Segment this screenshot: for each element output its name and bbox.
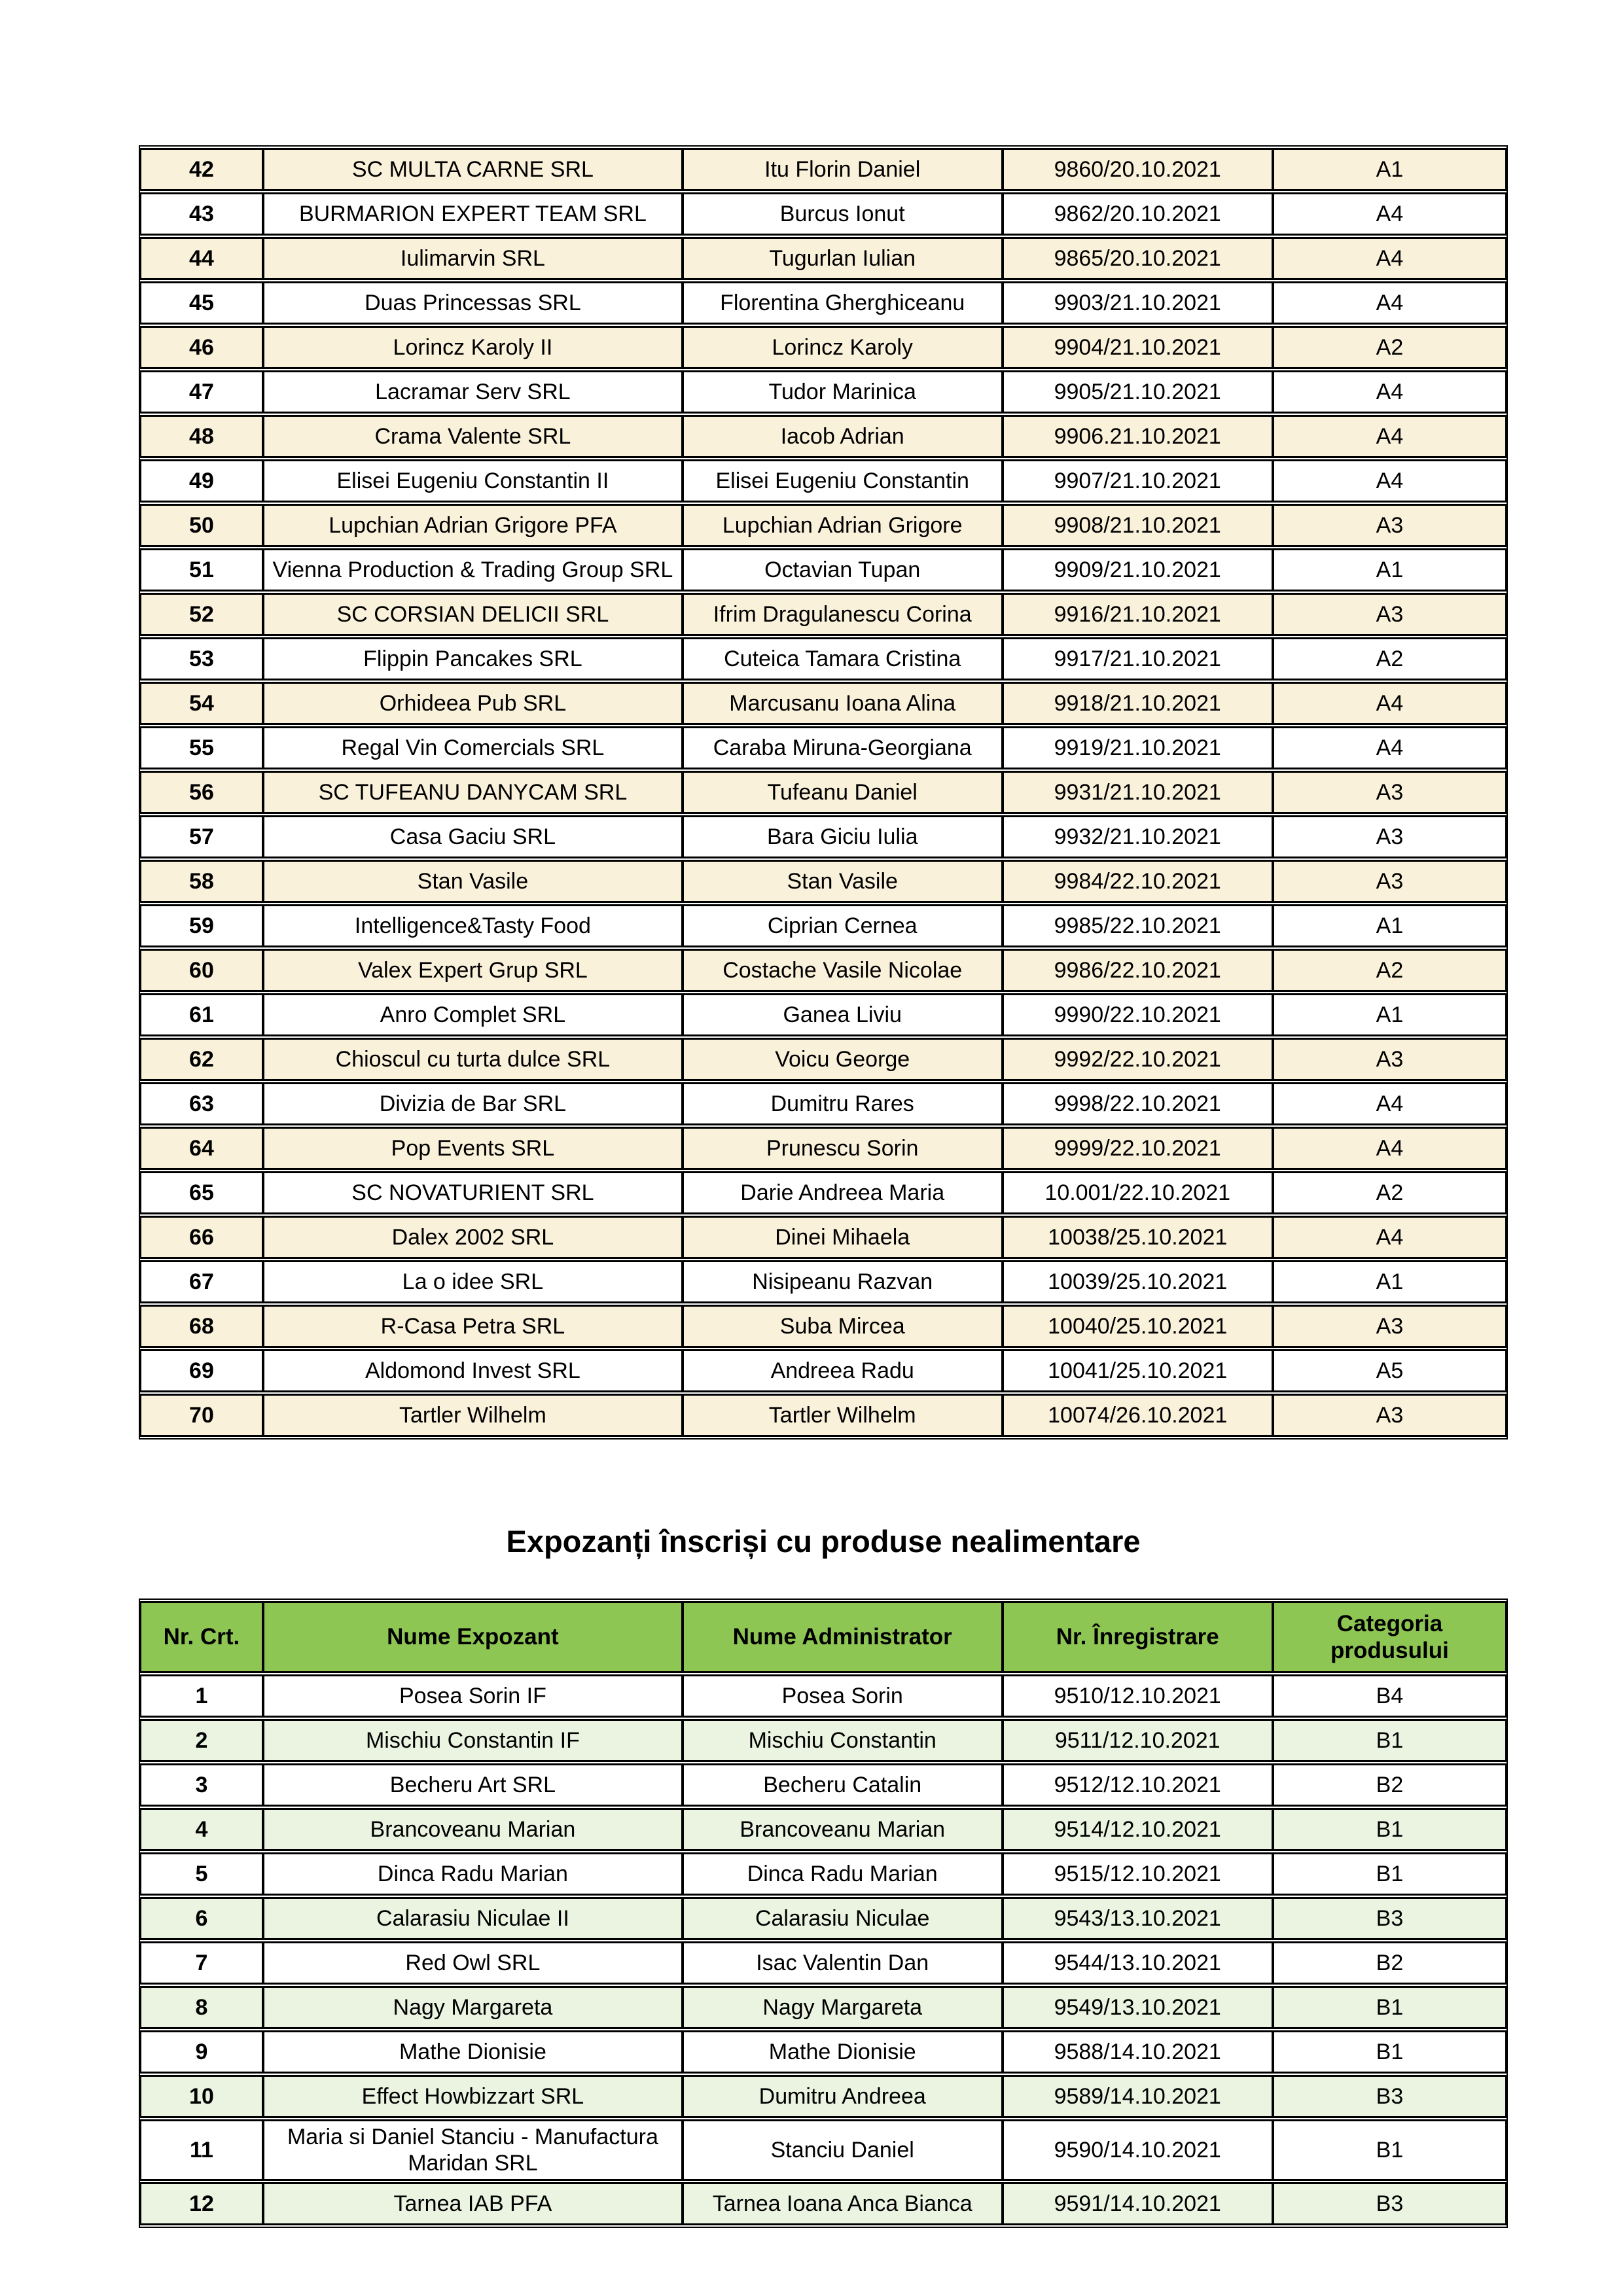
- cell-nr-inregistrare: 9544/13.10.2021: [1003, 1941, 1273, 1985]
- cell-nr-crt: 1: [140, 1674, 263, 1718]
- cell-nr-crt: 56: [140, 771, 263, 814]
- cell-nr-crt: 64: [140, 1127, 263, 1170]
- table-row: [140, 637, 1507, 680]
- column-header-nume-administrator: Nume Administrator: [683, 1601, 1003, 1673]
- cell-categoria-produsului: A1: [1273, 148, 1507, 191]
- table-row: [140, 192, 1507, 236]
- cell-nr-inregistrare: 9590/14.10.2021: [1003, 2119, 1273, 2181]
- cell-nume-expozant: Lorincz Karoly II: [263, 326, 683, 369]
- cell-nume-expozant: Becheru Art SRL: [263, 1763, 683, 1807]
- cell-nr-inregistrare: 10038/25.10.2021: [1003, 1216, 1273, 1259]
- table-row: [140, 1852, 1507, 1896]
- cell-nume-expozant: Divizia de Bar SRL: [263, 1082, 683, 1125]
- cell-nume-expozant: Pop Events SRL: [263, 1127, 683, 1170]
- cell-nume-expozant: Effect Howbizzart SRL: [263, 2075, 683, 2118]
- cell-nr-inregistrare: 10040/25.10.2021: [1003, 1305, 1273, 1348]
- cell-nume-expozant: Nagy Margareta: [263, 1986, 683, 2029]
- table-row: [140, 1038, 1507, 1081]
- cell-nr-inregistrare: 10041/25.10.2021: [1003, 1349, 1273, 1392]
- table-row: [140, 993, 1507, 1036]
- cell-nr-inregistrare: 9549/13.10.2021: [1003, 1986, 1273, 2029]
- cell-nume-expozant: SC TUFEANU DANYCAM SRL: [263, 771, 683, 814]
- cell-nume-administrator: Cuteica Tamara Cristina: [683, 637, 1003, 680]
- cell-nume-expozant: Dalex 2002 SRL: [263, 1216, 683, 1259]
- cell-categoria-produsului: A1: [1273, 993, 1507, 1036]
- cell-nume-administrator: Ifrim Dragulanescu Corina: [683, 593, 1003, 636]
- cell-categoria-produsului: A4: [1273, 415, 1507, 458]
- cell-nume-expozant: Maria si Daniel Stanciu - Manufactura Maridan SRL: [263, 2119, 683, 2181]
- food-exhibitors-table: [139, 145, 1508, 1439]
- cell-nume-administrator: Burcus Ionut: [683, 192, 1003, 236]
- cell-nr-inregistrare: 9543/13.10.2021: [1003, 1897, 1273, 1940]
- cell-nr-inregistrare: 9903/21.10.2021: [1003, 281, 1273, 325]
- cell-nr-crt: 55: [140, 726, 263, 769]
- cell-nume-administrator: Tarnea Ioana Anca Bianca: [683, 2182, 1003, 2225]
- cell-categoria-produsului: B3: [1273, 2075, 1507, 2118]
- cell-categoria-produsului: B2: [1273, 1763, 1507, 1807]
- cell-nr-inregistrare: 9510/12.10.2021: [1003, 1674, 1273, 1718]
- table-row: [140, 1674, 1507, 1718]
- table-row: [140, 1986, 1507, 2029]
- cell-nr-crt: 3: [140, 1763, 263, 1807]
- cell-categoria-produsului: B1: [1273, 1852, 1507, 1896]
- cell-nume-expozant: SC MULTA CARNE SRL: [263, 148, 683, 191]
- cell-categoria-produsului: A3: [1273, 593, 1507, 636]
- table-row: [140, 1719, 1507, 1762]
- cell-nr-crt: 49: [140, 459, 263, 503]
- cell-categoria-produsului: A3: [1273, 1038, 1507, 1081]
- cell-nume-expozant: Dinca Radu Marian: [263, 1852, 683, 1896]
- cell-nume-administrator: Marcusanu Ioana Alina: [683, 682, 1003, 725]
- cell-nr-crt: 62: [140, 1038, 263, 1081]
- cell-nr-crt: 5: [140, 1852, 263, 1896]
- cell-nr-inregistrare: 9931/21.10.2021: [1003, 771, 1273, 814]
- table-row: [140, 1127, 1507, 1170]
- cell-nr-inregistrare: 9998/22.10.2021: [1003, 1082, 1273, 1125]
- cell-categoria-produsului: B1: [1273, 2119, 1507, 2181]
- table-row: [140, 370, 1507, 414]
- cell-categoria-produsului: A4: [1273, 682, 1507, 725]
- cell-nr-inregistrare: 9860/20.10.2021: [1003, 148, 1273, 191]
- nonfood-exhibitors-table-head: [140, 1601, 1507, 1673]
- cell-nr-inregistrare: 9985/22.10.2021: [1003, 904, 1273, 947]
- cell-nume-administrator: Elisei Eugeniu Constantin: [683, 459, 1003, 503]
- cell-categoria-produsului: A1: [1273, 904, 1507, 947]
- cell-nume-administrator: Bara Giciu Iulia: [683, 815, 1003, 858]
- cell-categoria-produsului: B2: [1273, 1941, 1507, 1985]
- cell-categoria-produsului: A2: [1273, 1171, 1507, 1214]
- cell-nr-inregistrare: 9865/20.10.2021: [1003, 237, 1273, 280]
- cell-nr-crt: 61: [140, 993, 263, 1036]
- table-row: [140, 949, 1507, 992]
- cell-nr-inregistrare: 9904/21.10.2021: [1003, 326, 1273, 369]
- cell-nr-crt: 66: [140, 1216, 263, 1259]
- cell-categoria-produsului: A1: [1273, 1260, 1507, 1303]
- table-row: [140, 237, 1507, 280]
- cell-nume-expozant: Duas Princessas SRL: [263, 281, 683, 325]
- cell-nume-administrator: Florentina Gherghiceanu: [683, 281, 1003, 325]
- cell-nume-administrator: Lorincz Karoly: [683, 326, 1003, 369]
- cell-categoria-produsului: B1: [1273, 2030, 1507, 2074]
- cell-categoria-produsului: A2: [1273, 949, 1507, 992]
- cell-nr-inregistrare: 9918/21.10.2021: [1003, 682, 1273, 725]
- column-header-categoria-produsului: Categoria produsului: [1273, 1601, 1507, 1673]
- cell-nr-inregistrare: 9986/22.10.2021: [1003, 949, 1273, 992]
- cell-nume-administrator: Costache Vasile Nicolae: [683, 949, 1003, 992]
- cell-categoria-produsului: A3: [1273, 1305, 1507, 1348]
- cell-nume-administrator: Isac Valentin Dan: [683, 1941, 1003, 1985]
- cell-nr-crt: 54: [140, 682, 263, 725]
- cell-nr-inregistrare: 9589/14.10.2021: [1003, 2075, 1273, 2118]
- nonfood-exhibitors-table: [139, 1598, 1508, 2228]
- cell-nume-expozant: BURMARION EXPERT TEAM SRL: [263, 192, 683, 236]
- cell-nr-crt: 46: [140, 326, 263, 369]
- cell-nr-inregistrare: 9932/21.10.2021: [1003, 815, 1273, 858]
- cell-nume-expozant: Vienna Production & Trading Group SRL: [263, 548, 683, 592]
- cell-nr-crt: 53: [140, 637, 263, 680]
- cell-nr-inregistrare: 9515/12.10.2021: [1003, 1852, 1273, 1896]
- table-row: [140, 1305, 1507, 1348]
- cell-nr-inregistrare: 9907/21.10.2021: [1003, 459, 1273, 503]
- cell-nume-expozant: Anro Complet SRL: [263, 993, 683, 1036]
- cell-categoria-produsului: A2: [1273, 326, 1507, 369]
- table-row: [140, 548, 1507, 592]
- cell-nume-administrator: Tartler Wilhelm: [683, 1394, 1003, 1437]
- column-header-nr-crt: Nr. Crt.: [140, 1601, 263, 1673]
- nonfood-exhibitors-table-body: [140, 1674, 1507, 2225]
- cell-categoria-produsului: B1: [1273, 1986, 1507, 2029]
- cell-categoria-produsului: B4: [1273, 1674, 1507, 1718]
- cell-nr-crt: 43: [140, 192, 263, 236]
- cell-categoria-produsului: A4: [1273, 370, 1507, 414]
- cell-categoria-produsului: A4: [1273, 281, 1507, 325]
- cell-nume-expozant: Stan Vasile: [263, 860, 683, 903]
- cell-nr-crt: 2: [140, 1719, 263, 1762]
- cell-nr-inregistrare: 10074/26.10.2021: [1003, 1394, 1273, 1437]
- cell-nume-administrator: Nisipeanu Razvan: [683, 1260, 1003, 1303]
- cell-nr-inregistrare: 9512/12.10.2021: [1003, 1763, 1273, 1807]
- cell-nr-crt: 7: [140, 1941, 263, 1985]
- cell-categoria-produsului: A3: [1273, 771, 1507, 814]
- cell-categoria-produsului: A3: [1273, 815, 1507, 858]
- cell-nr-inregistrare: 9511/12.10.2021: [1003, 1719, 1273, 1762]
- cell-nr-inregistrare: 9917/21.10.2021: [1003, 637, 1273, 680]
- cell-nume-administrator: Suba Mircea: [683, 1305, 1003, 1348]
- cell-nume-administrator: Lupchian Adrian Grigore: [683, 504, 1003, 547]
- cell-categoria-produsului: A4: [1273, 237, 1507, 280]
- table-row: [140, 1082, 1507, 1125]
- cell-nume-administrator: Ganea Liviu: [683, 993, 1003, 1036]
- cell-nume-administrator: Voicu George: [683, 1038, 1003, 1081]
- cell-nume-expozant: Brancoveanu Marian: [263, 1808, 683, 1851]
- cell-nume-expozant: Iulimarvin SRL: [263, 237, 683, 280]
- cell-nume-expozant: Crama Valente SRL: [263, 415, 683, 458]
- cell-nume-expozant: Valex Expert Grup SRL: [263, 949, 683, 992]
- header-row: [140, 1601, 1507, 1673]
- cell-nume-administrator: Brancoveanu Marian: [683, 1808, 1003, 1851]
- cell-nume-administrator: Calarasiu Niculae: [683, 1897, 1003, 1940]
- cell-nr-crt: 50: [140, 504, 263, 547]
- table-row: [140, 860, 1507, 903]
- table-row: [140, 1808, 1507, 1851]
- food-exhibitors-table-body: [140, 148, 1507, 1437]
- cell-nr-inregistrare: 9588/14.10.2021: [1003, 2030, 1273, 2074]
- cell-nr-inregistrare: 9916/21.10.2021: [1003, 593, 1273, 636]
- table-row: [140, 415, 1507, 458]
- cell-categoria-produsului: A3: [1273, 1394, 1507, 1437]
- cell-nume-administrator: Dumitru Andreea: [683, 2075, 1003, 2118]
- cell-nume-administrator: Tudor Marinica: [683, 370, 1003, 414]
- table-row: [140, 1763, 1507, 1807]
- cell-nr-crt: 6: [140, 1897, 263, 1940]
- cell-nr-crt: 58: [140, 860, 263, 903]
- cell-nr-crt: 48: [140, 415, 263, 458]
- cell-nr-inregistrare: 10.001/22.10.2021: [1003, 1171, 1273, 1214]
- cell-nume-administrator: Becheru Catalin: [683, 1763, 1003, 1807]
- cell-nr-inregistrare: 9984/22.10.2021: [1003, 860, 1273, 903]
- cell-nr-crt: 11: [140, 2119, 263, 2181]
- cell-nr-crt: 57: [140, 815, 263, 858]
- cell-categoria-produsului: A5: [1273, 1349, 1507, 1392]
- cell-nr-crt: 8: [140, 1986, 263, 2029]
- table-row: [140, 1171, 1507, 1214]
- cell-nr-crt: 52: [140, 593, 263, 636]
- table-row: [140, 682, 1507, 725]
- cell-categoria-produsului: A1: [1273, 548, 1507, 592]
- cell-categoria-produsului: A4: [1273, 192, 1507, 236]
- cell-nume-expozant: Posea Sorin IF: [263, 1674, 683, 1718]
- cell-categoria-produsului: B1: [1273, 1808, 1507, 1851]
- cell-categoria-produsului: A4: [1273, 1127, 1507, 1170]
- cell-nume-administrator: Caraba Miruna-Georgiana: [683, 726, 1003, 769]
- cell-nume-expozant: Calarasiu Niculae II: [263, 1897, 683, 1940]
- cell-nr-crt: 59: [140, 904, 263, 947]
- cell-categoria-produsului: A4: [1273, 1082, 1507, 1125]
- cell-categoria-produsului: B3: [1273, 1897, 1507, 1940]
- table-row: [140, 2182, 1507, 2225]
- table-row: [140, 2030, 1507, 2074]
- table-row: [140, 1216, 1507, 1259]
- cell-nume-administrator: Posea Sorin: [683, 1674, 1003, 1718]
- cell-nume-administrator: Stan Vasile: [683, 860, 1003, 903]
- table-row: [140, 2119, 1507, 2181]
- cell-nume-expozant: Mischiu Constantin IF: [263, 1719, 683, 1762]
- table-row: [140, 593, 1507, 636]
- table-row: [140, 459, 1507, 503]
- cell-categoria-produsului: B3: [1273, 2182, 1507, 2225]
- table-row: [140, 281, 1507, 325]
- cell-nume-administrator: Darie Andreea Maria: [683, 1171, 1003, 1214]
- cell-categoria-produsului: A4: [1273, 726, 1507, 769]
- cell-nr-crt: 67: [140, 1260, 263, 1303]
- cell-nume-expozant: Casa Gaciu SRL: [263, 815, 683, 858]
- cell-nr-crt: 42: [140, 148, 263, 191]
- table-row: [140, 1260, 1507, 1303]
- cell-nr-crt: 47: [140, 370, 263, 414]
- table-row: [140, 815, 1507, 858]
- cell-nume-expozant: Orhideea Pub SRL: [263, 682, 683, 725]
- cell-nr-inregistrare: 9990/22.10.2021: [1003, 993, 1273, 1036]
- cell-nr-crt: 4: [140, 1808, 263, 1851]
- cell-nr-inregistrare: 9999/22.10.2021: [1003, 1127, 1273, 1170]
- cell-nr-inregistrare: 9906.21.10.2021: [1003, 415, 1273, 458]
- cell-nume-administrator: Tufeanu Daniel: [683, 771, 1003, 814]
- table-row: [140, 771, 1507, 814]
- cell-nume-expozant: Chioscul cu turta dulce SRL: [263, 1038, 683, 1081]
- cell-nume-expozant: Tarnea IAB PFA: [263, 2182, 683, 2225]
- cell-nr-inregistrare: 9514/12.10.2021: [1003, 1808, 1273, 1851]
- cell-nume-expozant: Regal Vin Comercials SRL: [263, 726, 683, 769]
- cell-nume-administrator: Dinca Radu Marian: [683, 1852, 1003, 1896]
- column-header-nume-expozant: Nume Expozant: [263, 1601, 683, 1673]
- cell-categoria-produsului: A4: [1273, 459, 1507, 503]
- cell-nume-expozant: Mathe Dionisie: [263, 2030, 683, 2074]
- cell-nr-crt: 60: [140, 949, 263, 992]
- cell-nr-inregistrare: 9905/21.10.2021: [1003, 370, 1273, 414]
- cell-nume-administrator: Mathe Dionisie: [683, 2030, 1003, 2074]
- cell-categoria-produsului: A2: [1273, 637, 1507, 680]
- cell-nume-administrator: Octavian Tupan: [683, 548, 1003, 592]
- table-row: [140, 1349, 1507, 1392]
- cell-nume-administrator: Itu Florin Daniel: [683, 148, 1003, 191]
- cell-categoria-produsului: A3: [1273, 504, 1507, 547]
- table-row: [140, 326, 1507, 369]
- cell-nr-inregistrare: 9591/14.10.2021: [1003, 2182, 1273, 2225]
- cell-nume-administrator: Tugurlan Iulian: [683, 237, 1003, 280]
- cell-nume-expozant: SC NOVATURIENT SRL: [263, 1171, 683, 1214]
- table-row: [140, 504, 1507, 547]
- table-row: [140, 726, 1507, 769]
- cell-nume-expozant: Elisei Eugeniu Constantin II: [263, 459, 683, 503]
- cell-nr-inregistrare: 9862/20.10.2021: [1003, 192, 1273, 236]
- cell-nume-expozant: SC CORSIAN DELICII SRL: [263, 593, 683, 636]
- cell-nr-crt: 68: [140, 1305, 263, 1348]
- cell-categoria-produsului: B1: [1273, 1719, 1507, 1762]
- cell-nume-administrator: Andreea Radu: [683, 1349, 1003, 1392]
- cell-categoria-produsului: A3: [1273, 860, 1507, 903]
- cell-nr-crt: 70: [140, 1394, 263, 1437]
- cell-nume-administrator: Dumitru Rares: [683, 1082, 1003, 1125]
- cell-nr-inregistrare: 9919/21.10.2021: [1003, 726, 1273, 769]
- cell-nume-administrator: Ciprian Cernea: [683, 904, 1003, 947]
- table-row: [140, 2075, 1507, 2118]
- table-row: [140, 1941, 1507, 1985]
- cell-nume-expozant: Aldomond Invest SRL: [263, 1349, 683, 1392]
- cell-nume-expozant: Flippin Pancakes SRL: [263, 637, 683, 680]
- table-row: [140, 148, 1507, 191]
- table-row: [140, 904, 1507, 947]
- cell-nume-administrator: Mischiu Constantin: [683, 1719, 1003, 1762]
- cell-nume-administrator: Prunescu Sorin: [683, 1127, 1003, 1170]
- cell-nume-expozant: Lacramar Serv SRL: [263, 370, 683, 414]
- cell-nr-crt: 10: [140, 2075, 263, 2118]
- cell-nr-crt: 63: [140, 1082, 263, 1125]
- cell-nr-crt: 45: [140, 281, 263, 325]
- table-row: [140, 1394, 1507, 1437]
- cell-nr-crt: 9: [140, 2030, 263, 2074]
- cell-nume-expozant: Tartler Wilhelm: [263, 1394, 683, 1437]
- cell-nr-crt: 12: [140, 2182, 263, 2225]
- table-row: [140, 1897, 1507, 1940]
- cell-nume-expozant: La o idee SRL: [263, 1260, 683, 1303]
- cell-nr-inregistrare: 9992/22.10.2021: [1003, 1038, 1273, 1081]
- cell-nr-inregistrare: 10039/25.10.2021: [1003, 1260, 1273, 1303]
- cell-categoria-produsului: A4: [1273, 1216, 1507, 1259]
- cell-nume-administrator: Iacob Adrian: [683, 415, 1003, 458]
- cell-nr-crt: 51: [140, 548, 263, 592]
- cell-nume-administrator: Stanciu Daniel: [683, 2119, 1003, 2181]
- section-title: Expozanți înscriși cu produse nealimentare: [506, 1524, 1141, 1559]
- cell-nr-inregistrare: 9908/21.10.2021: [1003, 504, 1273, 547]
- cell-nume-expozant: Red Owl SRL: [263, 1941, 683, 1985]
- cell-nume-expozant: Intelligence&Tasty Food: [263, 904, 683, 947]
- cell-nume-expozant: Lupchian Adrian Grigore PFA: [263, 504, 683, 547]
- cell-nr-crt: 69: [140, 1349, 263, 1392]
- cell-nr-crt: 44: [140, 237, 263, 280]
- cell-nume-administrator: Nagy Margareta: [683, 1986, 1003, 2029]
- cell-nume-expozant: R-Casa Petra SRL: [263, 1305, 683, 1348]
- cell-nr-inregistrare: 9909/21.10.2021: [1003, 548, 1273, 592]
- cell-nume-administrator: Dinei Mihaela: [683, 1216, 1003, 1259]
- column-header-nr-inregistrare: Nr. Înregistrare: [1003, 1601, 1273, 1673]
- cell-nr-crt: 65: [140, 1171, 263, 1214]
- page-content: [139, 0, 1508, 2228]
